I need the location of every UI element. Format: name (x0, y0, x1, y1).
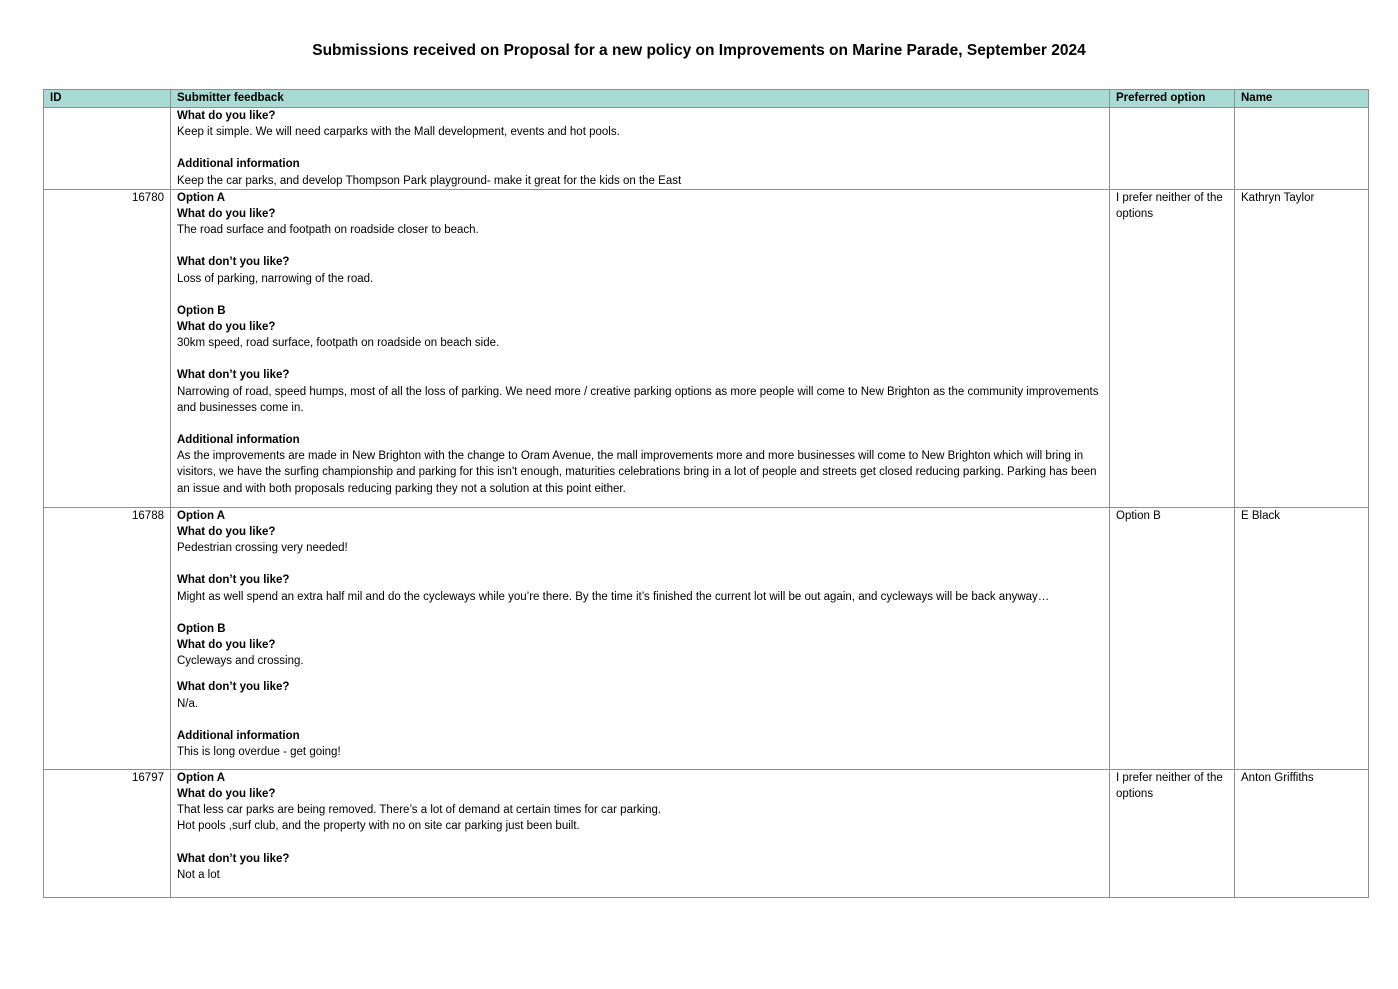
submitter-name: Kathryn Taylor (1235, 189, 1369, 507)
answer-text: Keep the car parks, and develop Thompson Park playground- make it great for the kids on the East (177, 174, 682, 187)
submission-id: 16788 (44, 507, 171, 769)
answer-text: Loss of parking, narrowing of the road. (177, 272, 374, 285)
question-label: Additional information (177, 729, 300, 742)
option-a-label: Option A (177, 509, 226, 522)
preferred-option: I prefer neither of the options (1110, 189, 1235, 507)
table-header-row (44, 90, 1369, 108)
table-row (44, 108, 1369, 190)
submitter-name (1235, 108, 1369, 190)
question-label: What do you like? (177, 208, 276, 221)
question-label: What don’t you like? (177, 256, 290, 269)
answer-text: Pedestrian crossing very needed! (177, 542, 348, 555)
table-row (44, 507, 1369, 769)
answer-text: The road surface and footpath on roadside closer to beach. (177, 224, 479, 237)
submitter-name: E Black (1235, 507, 1369, 769)
question-label: What do you like? (177, 639, 276, 652)
submission-id: 16780 (44, 189, 171, 507)
question-label: What do you like? (177, 110, 276, 122)
answer-text: Cycleways and crossing. (177, 655, 304, 668)
option-a-label: Option A (177, 191, 226, 204)
answer-text: This is long overdue - get going! (177, 746, 341, 759)
answer-text: 30km speed, road surface, footpath on roadside on beach side. (177, 337, 500, 350)
question-label: What don’t you like? (177, 852, 290, 865)
question-label: What don’t you like? (177, 574, 290, 587)
submission-id: 16797 (44, 769, 171, 897)
header-id: ID (44, 90, 171, 108)
answer-text: Might as well spend an extra half mil and do the cycleways while you’re there. By the time it’s finished the current lot will be out again, and cycleways will be back anyway… (177, 590, 1050, 603)
preferred-option (1110, 108, 1235, 190)
question-label: What do you like? (177, 526, 276, 539)
submitter-feedback (171, 507, 1110, 769)
page-title: Submissions received on Proposal for a new policy on Improvements on Marine Parade, September 2024 (312, 42, 1086, 59)
header-feedback: Submitter feedback (171, 90, 1110, 108)
answer-text: Hot pools ,surf club, and the property with no on site car parking just been built. (177, 820, 580, 833)
submitter-name: Anton Griffiths (1235, 769, 1369, 897)
submitter-feedback (171, 189, 1110, 507)
question-label: Additional information (177, 434, 300, 447)
preferred-option: I prefer neither of the options (1110, 769, 1235, 897)
answer-text: Not a lot (177, 868, 220, 881)
question-label: Additional information (177, 158, 300, 171)
option-a-label: Option A (177, 771, 226, 784)
submitter-feedback (171, 108, 1110, 190)
answer-text: N/a. (177, 697, 199, 710)
submissions-table (43, 89, 1369, 898)
answer-text: Narrowing of road, speed humps, most of all the loss of parking. We need more / creative parking options as more people will come to New Brighton as the community improvements and businesses come in. (177, 385, 1099, 414)
table-row (44, 769, 1369, 897)
submission-id (44, 108, 171, 190)
header-name: Name (1235, 90, 1369, 108)
table-row (44, 189, 1369, 507)
question-label: What don’t you like? (177, 681, 290, 694)
question-label: What don’t you like? (177, 369, 290, 382)
answer-text: Keep it simple. We will need carparks with the Mall development, events and hot pools. (177, 126, 620, 139)
answer-text: As the improvements are made in New Brighton with the change to Oram Avenue, the mall improvements more and more businesses will come to New Brighton which will bring in visitors, we have the surfing championship and parking for this isn't enough, maturities celebrations bring in a lot of people and streets get closed reducing parking. Parking has been an issue and with both proposals reducing parking they not a solution at this point either. (177, 450, 1097, 495)
option-b-label: Option B (177, 304, 226, 317)
answer-text: That less car parks are being removed. There’s a lot of demand at certain times for car parking. (177, 804, 662, 817)
header-preferred-option: Preferred option (1110, 90, 1235, 108)
question-label: What do you like? (177, 321, 276, 334)
preferred-option: Option B (1110, 507, 1235, 769)
option-b-label: Option B (177, 622, 226, 635)
submitter-feedback (171, 769, 1110, 897)
question-label: What do you like? (177, 788, 276, 801)
